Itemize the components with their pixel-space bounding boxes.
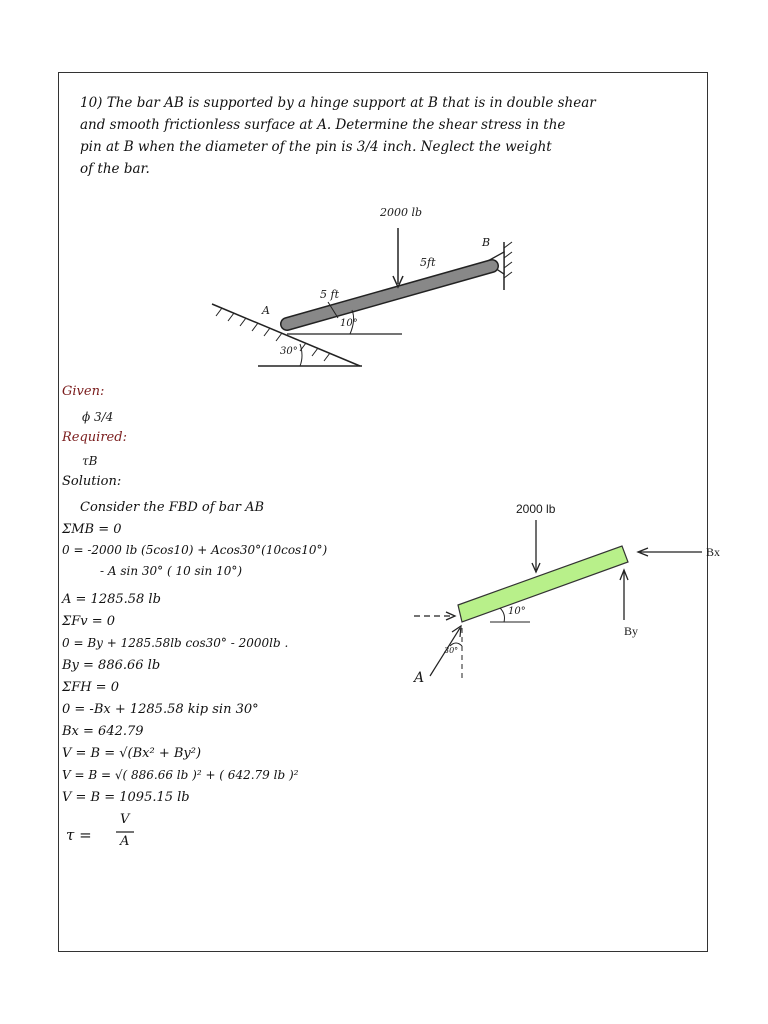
problem-line: 10) The bar AB is supported by a hinge support at B that is in double shear [80,95,596,111]
fbd-force-label: 2000 lb [516,502,556,516]
required-heading: Required: [62,430,127,445]
fig-point-a: A [262,304,270,317]
solution-step: By = 886.66 lb [62,658,161,673]
fig-angle-incline: 30° [280,346,298,357]
solution-step: V = B = √( 886.66 lb )² + ( 642.79 lb )² [62,768,299,782]
solution-step: 0 = -Bx + 1285.58 kip sin 30° [62,702,259,717]
solution-step: Consider the FBD of bar AB [80,500,265,515]
solution-step: A = 1285.58 lb [62,592,161,607]
tau-symbol: τ = [66,826,92,844]
problem-line: and smooth frictionless surface at A. Determine the shear stress in the [80,117,566,133]
solution-heading: Solution: [62,474,122,489]
solution-step: ΣMB = 0 [62,522,122,537]
fig-length-upper: 5ft [420,256,436,269]
solution-step: 0 = -2000 lb (5cos10) + Acos30°(10cos10°) [62,543,328,557]
solution-step: ΣFH = 0 [62,680,119,695]
given-heading: Given: [62,384,105,399]
fig-length-lower: 5 ft [320,288,339,301]
solution-step: V = B = √(Bx² + By²) [62,746,202,761]
solution-step: V = B = 1095.15 lb [62,790,190,805]
fbd-by-label: By [624,624,639,638]
problem-line: pin at B when the diameter of the pin is 3/4 inch. Neglect the weight [80,139,552,155]
problem-line: of the bar. [80,161,150,177]
solution-step: Bx = 642.79 [62,724,144,739]
solution-step: - A sin 30° ( 10 sin 10°) [100,564,243,578]
solution-step: ΣFv = 0 [62,614,115,629]
fbd-angle-bar: 10° [508,606,526,617]
fbd-bx-label: Bx [706,545,721,559]
fbd-a-label: A [414,670,425,686]
tau-denominator: A [120,834,130,849]
fbd-angle-a: 30° [444,646,459,655]
tau-numerator: V [120,812,130,827]
required-value: τB [82,454,98,468]
given-value: ϕ 3/4 [82,410,114,424]
fig-force-label: 2000 lb [380,206,423,219]
fig-point-b: B [482,236,491,249]
solution-step: 0 = By + 1285.58lb cos30° - 2000lb . [62,636,289,650]
fig-angle-bar: 10° [340,318,358,329]
